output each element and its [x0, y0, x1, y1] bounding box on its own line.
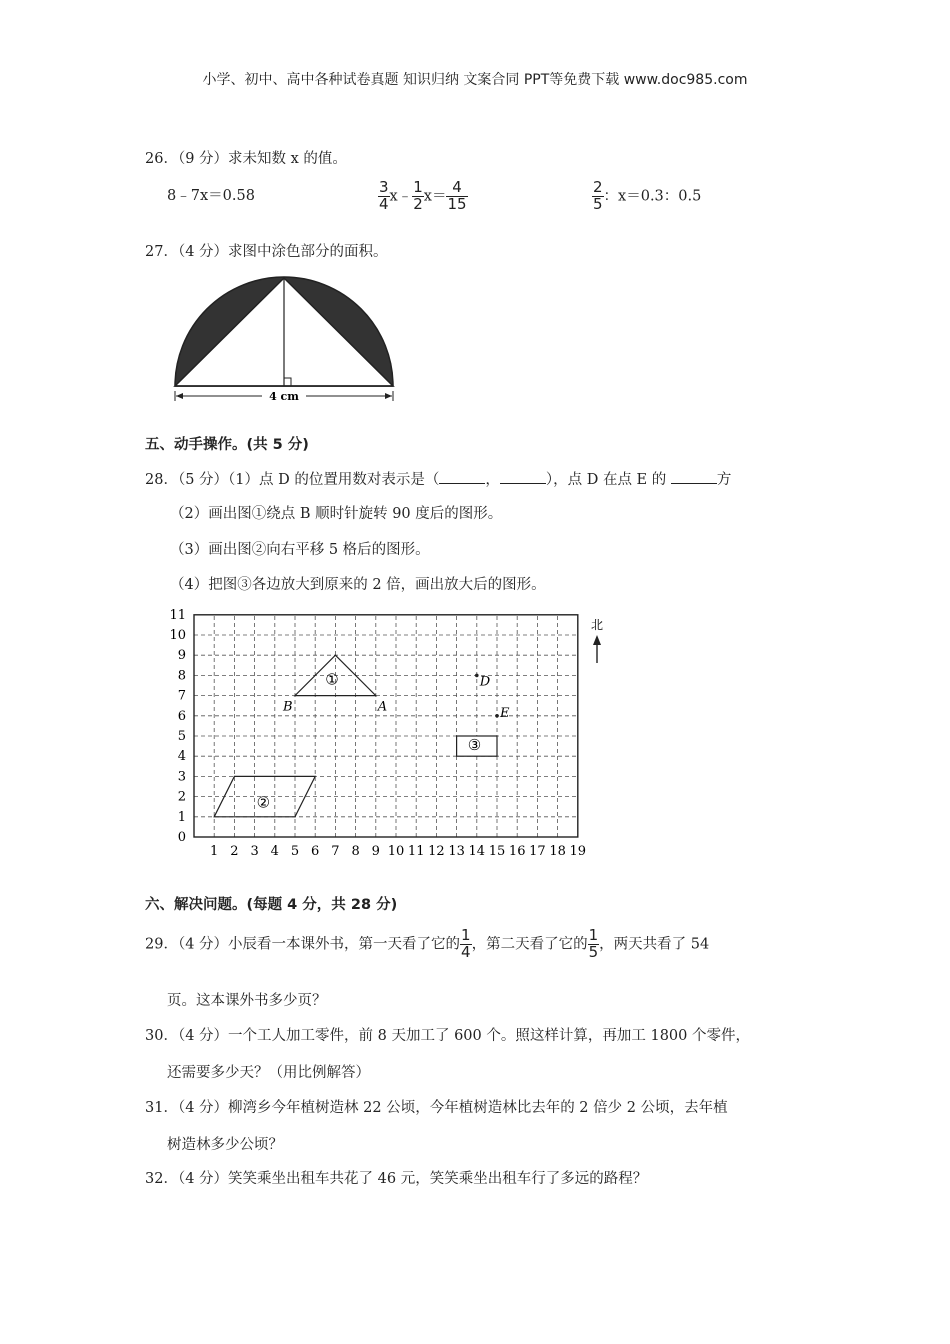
- figure-2-label: ②: [256, 793, 271, 812]
- section-5-heading: 五、动手操作。(共 5 分): [145, 437, 309, 453]
- y-tick-label: 3: [177, 769, 186, 785]
- x-tick-label: 6: [311, 844, 320, 859]
- fraction: $\frac{2}{5}$: [593, 178, 603, 213]
- answer-blank[interactable]: [500, 469, 546, 484]
- q27-title: 27．（4 分）求图中涂色部分的面积。: [145, 244, 388, 260]
- page-header: 小学、初中、高中各种试卷真题 知识归纳 文案合同 PPT等免费下载 www.doc985.com: [202, 72, 748, 88]
- figure-1-label: ①: [325, 670, 339, 689]
- x-tick-label: 7: [331, 844, 340, 859]
- x-tick-label: 16: [508, 844, 526, 859]
- q28-line-1: 28．（5 分）（1）点 D 的位置用数对表示是（ ， ），点 D 在点 E 的 方: [145, 468, 731, 489]
- x-tick-label: 11: [407, 844, 425, 859]
- fraction: $\frac{4}{15}$: [447, 178, 467, 213]
- q29-line-1: 29．（4 分）小辰看一本课外书，第一天看了它的 $\frac{1}{4}$ ，第二天看了它的 $\frac{1}{5}$ ，两天共看了 54: [145, 926, 710, 961]
- y-tick-label: 11: [169, 607, 186, 623]
- q29-line-2: 页。这本课外书多少页？: [167, 993, 327, 1009]
- answer-blank[interactable]: [671, 469, 717, 484]
- fraction: $\frac{1}{5}$: [588, 926, 599, 961]
- grid-frame: [194, 615, 578, 837]
- point-e: [495, 714, 499, 718]
- point-d-label: D: [479, 674, 491, 690]
- point-d: [475, 674, 479, 678]
- y-tick-label: 2: [177, 789, 186, 805]
- north-label: 北: [591, 618, 604, 632]
- q32-line-1: 32．（4 分）笑笑乘坐出租车共花了 46 元，笑笑乘坐出租车行了多远的路程？: [145, 1171, 648, 1187]
- x-tick-label: 18: [549, 844, 566, 859]
- x-tick-label: 12: [428, 844, 445, 859]
- point-e-label: E: [500, 705, 510, 721]
- y-tick-label: 8: [177, 668, 186, 684]
- q31-line-1: 31．（4 分）柳湾乡今年植树造林 22 公顷，今年植树造林比去年的 2 倍少 2 公顷，去年植: [145, 1100, 728, 1116]
- q26-equation-2: $\frac{3}{4}$ x﹣ $\frac{1}{2}$ x＝ $\frac{4}{15}$: [379, 178, 467, 213]
- x-tick-label: 4: [270, 844, 279, 859]
- q26-equation-1: 8﹣7x＝0.58: [167, 188, 255, 204]
- north-arrow-head: [593, 635, 601, 645]
- q30-line-1: 30．（4 分）一个工人加工零件，前 8 天加工了 600 个。照这样计算，再加工 1800 个零件，: [145, 1028, 750, 1044]
- y-tick-label: 9: [177, 648, 186, 664]
- figure-3-label: ③: [467, 736, 482, 755]
- dimension-label: 4 cm: [269, 390, 299, 403]
- x-tick-label: 9: [371, 844, 380, 859]
- x-tick-label: 13: [448, 844, 465, 859]
- q31-line-2: 树造林多少公顷？: [167, 1137, 283, 1153]
- y-tick-label: 6: [177, 708, 186, 724]
- point-a-label: A: [377, 699, 388, 715]
- x-tick-label: 3: [250, 844, 259, 859]
- y-tick-label: 4: [177, 749, 186, 765]
- x-tick-label: 5: [290, 844, 300, 859]
- y-tick-label: 1: [177, 809, 186, 825]
- fraction: $\frac{3}{4}$: [379, 178, 389, 213]
- section-6-heading: 六、解决问题。(每题 4 分，共 28 分): [145, 897, 398, 913]
- q28-line-2: （2）画出图①绕点 B 顺时针旋转 90 度后的图形。: [170, 506, 503, 522]
- x-tick-label: 19: [569, 844, 587, 859]
- point-b-label: B: [283, 699, 293, 715]
- answer-blank[interactable]: [439, 469, 485, 484]
- x-tick-label: 10: [387, 844, 405, 859]
- q26-equation-3: $\frac{2}{5}$ ：x＝0.3：0.5: [593, 178, 702, 213]
- y-tick-label: 7: [177, 688, 186, 704]
- x-tick-label: 15: [488, 844, 506, 859]
- q30-line-2: 还需要多少天？（用比例解答）: [167, 1065, 370, 1081]
- q26-title: 26．（9 分）求未知数 x 的值。: [145, 151, 347, 167]
- y-tick-label: 10: [169, 628, 186, 643]
- x-tick-label: 1: [210, 844, 219, 859]
- q28-line-3: （3）画出图②向右平移 5 格后的图形。: [170, 542, 430, 558]
- x-tick-label: 14: [468, 844, 486, 859]
- coordinate-grid: [165, 603, 615, 863]
- fraction: $\frac{1}{4}$: [461, 926, 471, 961]
- x-tick-label: 8: [351, 844, 360, 859]
- y-tick-label: 0: [177, 830, 186, 845]
- fraction: $\frac{1}{2}$: [413, 178, 423, 213]
- x-tick-label: 2: [230, 844, 239, 859]
- q28-line-4: （4）把图③各边放大到原来的 2 倍，画出放大后的图形。: [170, 577, 546, 593]
- x-tick-label: 17: [529, 844, 546, 859]
- semicircle-figure: [168, 275, 398, 410]
- y-tick-label: 5: [177, 729, 186, 744]
